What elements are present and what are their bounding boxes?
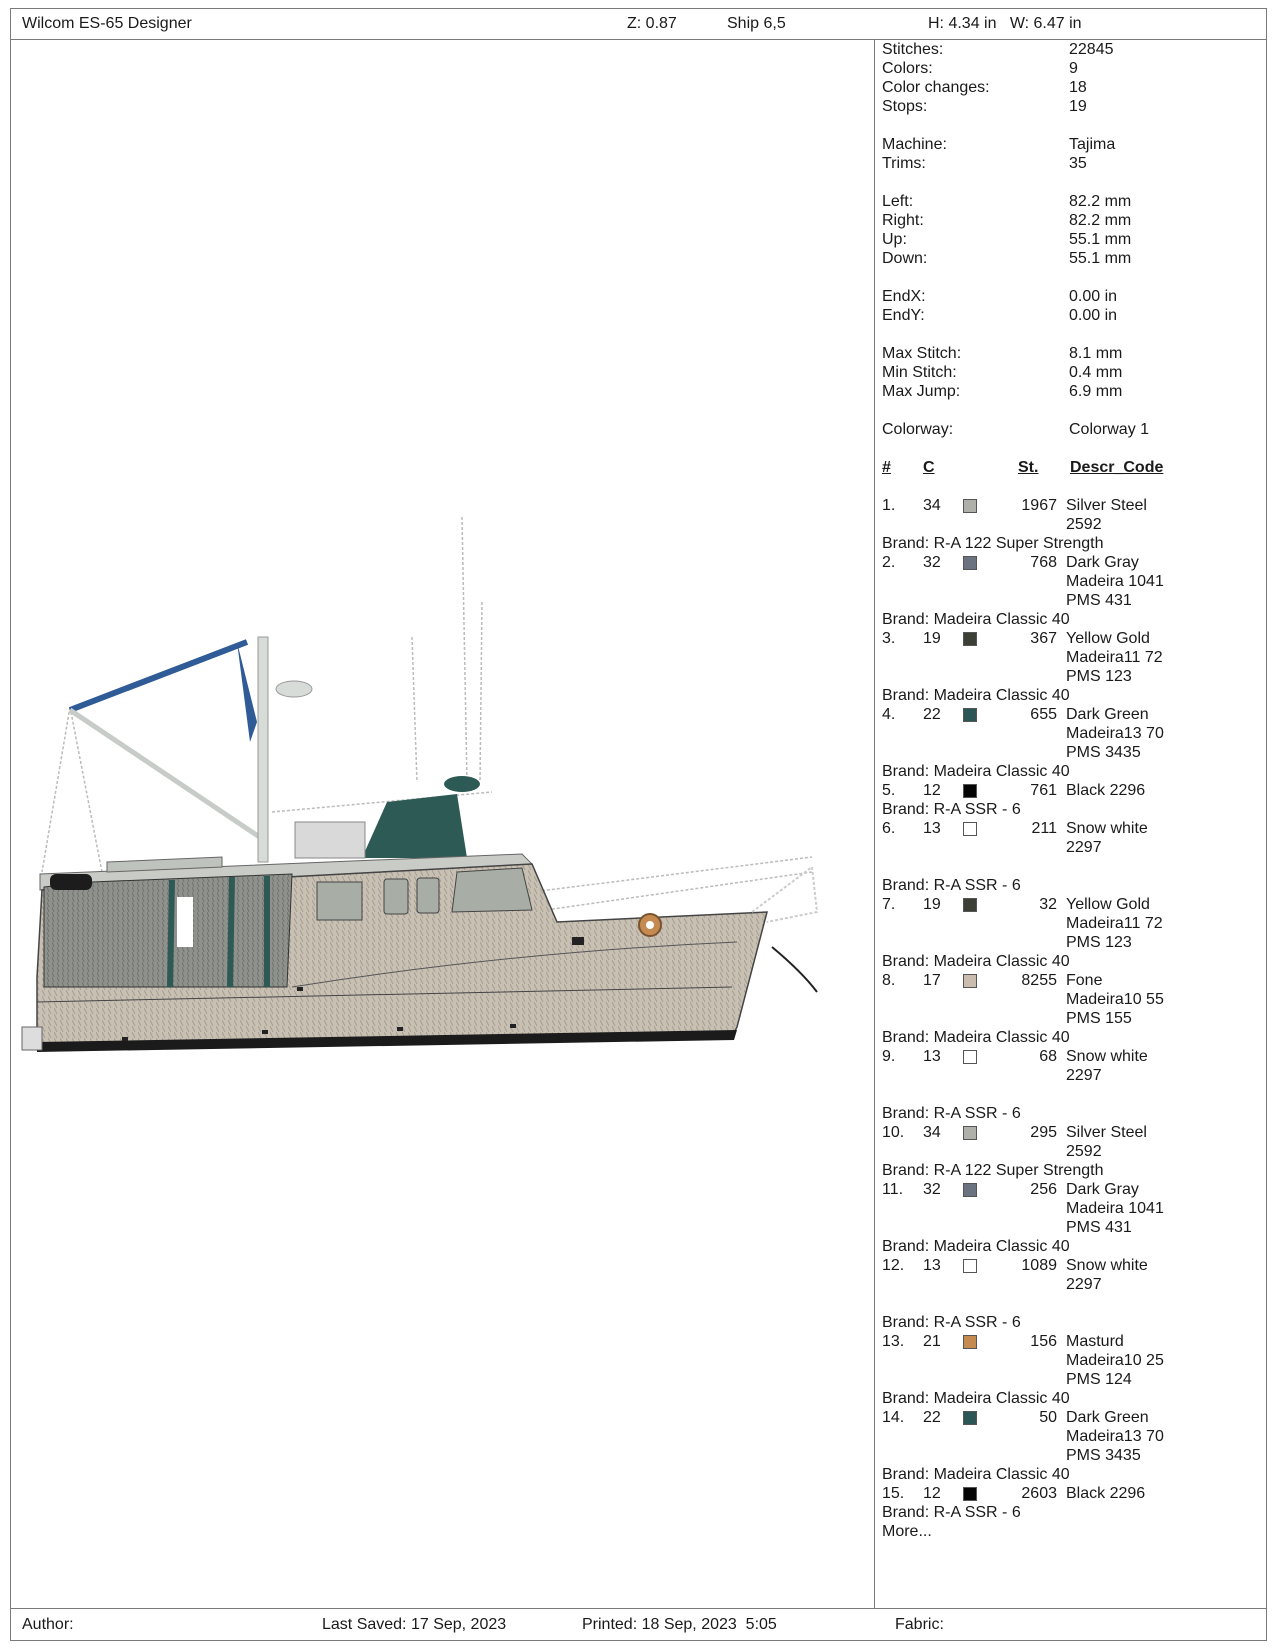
thread-description: Madeira13 70 [1066, 725, 1164, 742]
stat-value: 55.1 mm [1069, 231, 1132, 248]
thread-code: 21 [923, 1333, 941, 1350]
thread-number: 13. [882, 1333, 905, 1350]
thread-description: PMS 3435 [1066, 1447, 1141, 1464]
thread-number: 6. [882, 820, 896, 837]
thread-stitch-count: 367 [1030, 630, 1057, 647]
stat-label: Up: [882, 231, 907, 248]
thread-stitch-count: 295 [1030, 1124, 1057, 1141]
thread-stitch-count: 156 [1030, 1333, 1057, 1350]
thread-stitch-count: 1967 [1021, 497, 1057, 514]
thread-description: 2297 [1066, 1067, 1102, 1084]
design-preview [12, 42, 872, 1606]
thread-brand: Brand: R-A SSR - 6 [882, 801, 1021, 818]
thread-code: 13 [923, 820, 941, 837]
stat-label: Max Stitch: [882, 345, 962, 362]
thread-description: PMS 431 [1066, 592, 1132, 609]
stat-value: 82.2 mm [1069, 212, 1132, 229]
thread-description: Dark Gray [1066, 554, 1139, 571]
last-saved: Last Saved: 17 Sep, 2023 [322, 1616, 507, 1633]
thread-stitch-count: 256 [1030, 1181, 1057, 1198]
thread-stitch-count: 761 [1030, 782, 1057, 799]
thread-description: Madeira 1041 [1066, 1200, 1164, 1217]
thread-number: 1. [882, 497, 896, 514]
thread-code: 12 [923, 1485, 941, 1502]
thread-color-swatch [963, 1050, 977, 1064]
thread-stitch-count: 2603 [1021, 1485, 1057, 1502]
stat-label: Colors: [882, 60, 933, 77]
stat-label: Right: [882, 212, 924, 229]
thread-color-swatch [963, 708, 977, 722]
thread-description: Silver Steel [1066, 497, 1147, 514]
stat-value: Tajima [1069, 136, 1116, 153]
thread-color-swatch [963, 632, 977, 646]
thread-description: Fone [1066, 972, 1103, 989]
thread-brand: Brand: Madeira Classic 40 [882, 1390, 1070, 1407]
thread-code: 19 [923, 896, 941, 913]
thread-description: Silver Steel [1066, 1124, 1147, 1141]
thread-brand: Brand: R-A SSR - 6 [882, 877, 1021, 894]
thread-brand: Brand: Madeira Classic 40 [882, 1029, 1070, 1046]
thread-color-swatch [963, 1259, 977, 1273]
thread-description: Snow white [1066, 1048, 1148, 1065]
stat-label: Min Stitch: [882, 364, 957, 381]
thread-brand: Brand: R-A SSR - 6 [882, 1314, 1021, 1331]
thread-number: 7. [882, 896, 896, 913]
thread-number: 12. [882, 1257, 905, 1274]
stat-label: Max Jump: [882, 383, 961, 400]
thread-stitch-count: 768 [1030, 554, 1057, 571]
thread-brand: Brand: R-A SSR - 6 [882, 1105, 1021, 1122]
thread-code: 34 [923, 497, 941, 514]
thread-color-swatch [963, 1487, 977, 1501]
thread-description: Madeira11 72 [1066, 649, 1163, 666]
table-header-num: # [882, 459, 891, 476]
thread-brand: Brand: Madeira Classic 40 [882, 953, 1070, 970]
thread-description: PMS 124 [1066, 1371, 1132, 1388]
stat-value: 18 [1069, 79, 1087, 96]
stat-label: Colorway: [882, 421, 954, 438]
thread-number: 8. [882, 972, 896, 989]
thread-brand: Brand: Madeira Classic 40 [882, 1238, 1070, 1255]
thread-color-swatch [963, 499, 977, 513]
thread-stitch-count: 1089 [1021, 1257, 1057, 1274]
stat-value: 35 [1069, 155, 1087, 172]
thread-code: 13 [923, 1048, 941, 1065]
thread-description: 2297 [1066, 1276, 1102, 1293]
table-header-descr: Descr_Code [1070, 459, 1164, 476]
thread-brand: Brand: Madeira Classic 40 [882, 611, 1070, 628]
thread-number: 10. [882, 1124, 905, 1141]
thread-color-swatch [963, 784, 977, 798]
thread-brand: Brand: Madeira Classic 40 [882, 687, 1070, 704]
thread-description: Madeira10 55 [1066, 991, 1164, 1008]
table-header-stitches: St. [1018, 459, 1039, 476]
thread-stitch-count: 8255 [1021, 972, 1057, 989]
thread-description: PMS 155 [1066, 1010, 1132, 1027]
design-dimensions: H: 4.34 in W: 6.47 in [928, 15, 1082, 32]
thread-description: 2592 [1066, 516, 1102, 533]
thread-description: Masturd [1066, 1333, 1124, 1350]
thread-number: 3. [882, 630, 896, 647]
boat-embroidery-image [12, 42, 872, 1606]
thread-number: 11. [882, 1181, 904, 1198]
thread-description: Madeira13 70 [1066, 1428, 1164, 1445]
thread-description: PMS 431 [1066, 1219, 1132, 1236]
stat-label: Stitches: [882, 41, 944, 58]
more-link: More... [882, 1523, 932, 1540]
thread-code: 34 [923, 1124, 941, 1141]
thread-code: 32 [923, 1181, 941, 1198]
thread-description: 2297 [1066, 839, 1102, 856]
thread-stitch-count: 655 [1030, 706, 1057, 723]
thread-number: 9. [882, 1048, 896, 1065]
stat-value: 9 [1069, 60, 1078, 77]
thread-code: 32 [923, 554, 941, 571]
thread-code: 19 [923, 630, 941, 647]
thread-description: Madeira 1041 [1066, 573, 1164, 590]
thread-code: 13 [923, 1257, 941, 1274]
table-header-code: C [923, 459, 935, 476]
thread-color-swatch [963, 1183, 977, 1197]
thread-code: 17 [923, 972, 941, 989]
thread-brand: Brand: Madeira Classic 40 [882, 763, 1070, 780]
thread-description: Black 2296 [1066, 1485, 1146, 1502]
thread-number: 15. [882, 1485, 905, 1502]
thread-description: Black 2296 [1066, 782, 1146, 799]
thread-description: PMS 3435 [1066, 744, 1141, 761]
stat-label: Machine: [882, 136, 947, 153]
stat-label: Stops: [882, 98, 928, 115]
thread-color-swatch [963, 556, 977, 570]
author-label: Author: [22, 1616, 74, 1633]
thread-code: 22 [923, 1409, 941, 1426]
thread-number: 2. [882, 554, 896, 571]
thread-description: Yellow Gold [1066, 630, 1150, 647]
thread-description: PMS 123 [1066, 668, 1132, 685]
thread-stitch-count: 32 [1039, 896, 1057, 913]
thread-number: 4. [882, 706, 896, 723]
thread-description: PMS 123 [1066, 934, 1132, 951]
stat-value: Colorway 1 [1069, 421, 1150, 438]
thread-brand: Brand: R-A SSR - 6 [882, 1504, 1021, 1521]
thread-description: Dark Green [1066, 1409, 1149, 1426]
thread-description: Madeira10 25 [1066, 1352, 1164, 1369]
design-name: Ship 6,5 [727, 15, 786, 32]
thread-color-swatch [963, 1411, 977, 1425]
thread-description: Dark Gray [1066, 1181, 1139, 1198]
stat-label: EndY: [882, 307, 925, 324]
thread-color-swatch [963, 898, 977, 912]
thread-description: 2592 [1066, 1143, 1102, 1160]
thread-brand: Brand: R-A 122 Super Strength [882, 535, 1104, 552]
thread-description: Yellow Gold [1066, 896, 1150, 913]
thread-color-swatch [963, 822, 977, 836]
thread-description: Snow white [1066, 820, 1148, 837]
stat-value: 8.1 mm [1069, 345, 1123, 362]
thread-code: 12 [923, 782, 941, 799]
thread-brand: Brand: Madeira Classic 40 [882, 1466, 1070, 1483]
stat-value: 0.4 mm [1069, 364, 1123, 381]
stat-label: Color changes: [882, 79, 990, 96]
stat-value: 22845 [1069, 41, 1114, 58]
panel-divider [874, 40, 875, 1608]
thread-stitch-count: 68 [1039, 1048, 1057, 1065]
app-title: Wilcom ES-65 Designer [22, 15, 192, 32]
thread-description: Madeira11 72 [1066, 915, 1163, 932]
printed-date: Printed: 18 Sep, 2023 5:05 [582, 1616, 777, 1633]
stat-label: EndX: [882, 288, 926, 305]
thread-stitch-count: 50 [1039, 1409, 1057, 1426]
thread-color-swatch [963, 1126, 977, 1140]
thread-stitch-count: 211 [1031, 820, 1057, 837]
header-bar [10, 8, 1267, 40]
thread-number: 14. [882, 1409, 905, 1426]
stat-value: 0.00 in [1069, 288, 1118, 305]
thread-description: Snow white [1066, 1257, 1148, 1274]
stat-value: 19 [1069, 98, 1087, 115]
stat-value: 82.2 mm [1069, 193, 1132, 210]
stat-label: Trims: [882, 155, 926, 172]
stat-value: 55.1 mm [1069, 250, 1132, 267]
thread-color-swatch [963, 1335, 977, 1349]
fabric-label: Fabric: [895, 1616, 944, 1633]
stat-label: Down: [882, 250, 928, 267]
thread-color-swatch [963, 974, 977, 988]
footer-bar [10, 1608, 1267, 1641]
zoom-readout: Z: 0.87 [627, 15, 677, 32]
stat-value: 0.00 in [1069, 307, 1118, 324]
stat-label: Left: [882, 193, 914, 210]
thread-brand: Brand: R-A 122 Super Strength [882, 1162, 1104, 1179]
thread-number: 5. [882, 782, 896, 799]
thread-description: Dark Green [1066, 706, 1149, 723]
thread-code: 22 [923, 706, 941, 723]
stat-value: 6.9 mm [1069, 383, 1123, 400]
